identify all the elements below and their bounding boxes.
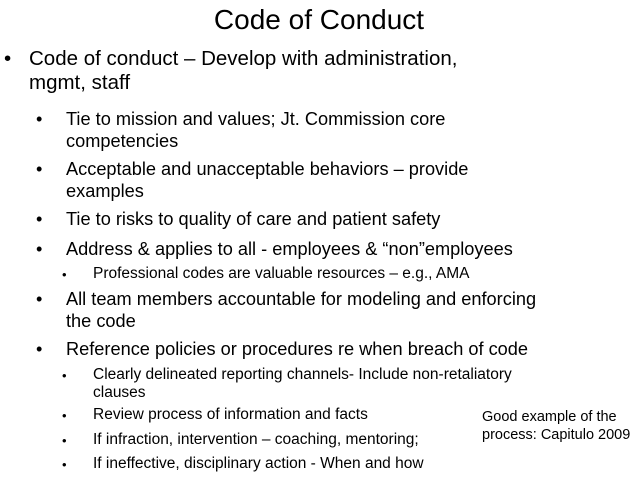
sub-bullet-line: the code xyxy=(66,311,136,331)
sub-bullet-line: All team members accountable for modeling and enforcing xyxy=(66,289,537,309)
subsub-bullet-disciplinary xyxy=(62,455,424,473)
sub-bullet-line: Reference policies or procedures re when breach of code xyxy=(66,339,529,359)
bullet-icon: • xyxy=(62,433,67,448)
main-bullet-point xyxy=(4,47,457,95)
bullet-icon: • xyxy=(36,289,43,309)
sub-bullet-line: examples xyxy=(66,181,144,201)
subsub-bullet-line: Clearly delineated reporting channels- Include non-retaliatory xyxy=(93,366,512,383)
bullet-icon: • xyxy=(36,159,43,179)
subsub-bullet-line: If infraction, intervention – coaching, mentoring; xyxy=(93,431,419,448)
sub-bullet-behaviors xyxy=(36,158,468,202)
sub-bullet-accountable xyxy=(36,288,536,332)
subsub-bullet-infraction xyxy=(62,431,419,449)
sub-bullet-reference-policies xyxy=(36,338,528,360)
slide-title: Code of Conduct xyxy=(213,4,425,35)
bullet-icon: • xyxy=(36,339,43,359)
sub-bullet-line: Acceptable and unacceptable behaviors – provide xyxy=(66,159,469,179)
subsub-bullet-review-process xyxy=(62,406,368,424)
subsub-bullet-reporting-channels xyxy=(62,366,512,402)
sub-bullet-line: Address & applies to all - employees & “non”employees xyxy=(66,239,513,259)
bullet-icon: • xyxy=(62,457,67,472)
bullet-icon: • xyxy=(62,408,67,423)
subsub-bullet-professional-codes xyxy=(62,265,470,283)
subsub-bullet-line: clauses xyxy=(93,384,146,401)
bullet-icon: • xyxy=(62,368,67,383)
bullet-icon: • xyxy=(62,267,67,282)
subsub-bullet-line: Review process of information and facts xyxy=(93,406,368,423)
sub-bullet-line: Tie to mission and values; Jt. Commission core xyxy=(66,109,446,129)
sub-bullet-risks xyxy=(36,208,440,230)
main-bullet-line-2: mgmt, staff xyxy=(29,71,131,94)
side-note: Good example of the process: Capitulo 2009 xyxy=(482,409,631,443)
sub-bullet-line: competencies xyxy=(66,131,179,151)
bullet-icon: • xyxy=(4,47,12,70)
bullet-icon: • xyxy=(36,109,43,129)
sub-bullet-mission xyxy=(36,108,445,152)
main-bullet-line-1: Code of conduct – Develop with administration, xyxy=(29,47,458,70)
subsub-bullet-line: Professional codes are valuable resources – e.g., AMA xyxy=(93,265,470,282)
sub-bullet-line: Tie to risks to quality of care and patient safety xyxy=(66,209,441,229)
sub-bullet-applies-to-all xyxy=(36,238,513,260)
bullet-icon: • xyxy=(36,239,43,259)
subsub-bullet-line: If ineffective, disciplinary action - When and how xyxy=(93,455,424,472)
bullet-icon: • xyxy=(36,209,43,229)
